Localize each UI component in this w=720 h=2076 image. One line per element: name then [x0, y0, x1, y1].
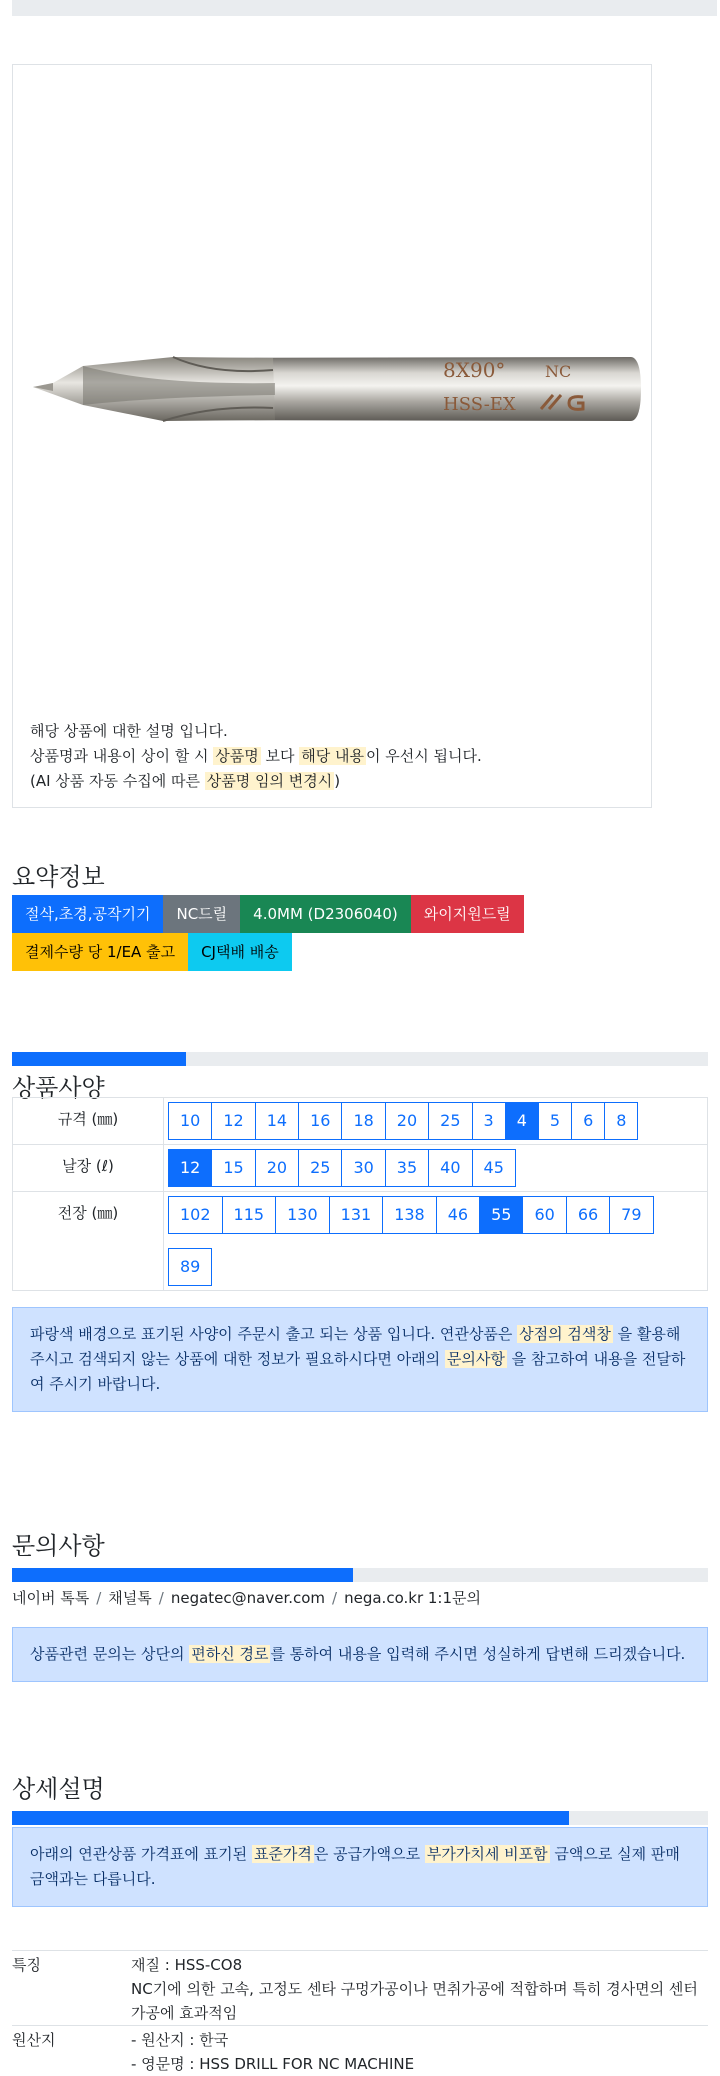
summary-badges — [12, 895, 572, 971]
option-size[interactable]: 16 — [298, 1102, 342, 1140]
option-size[interactable]: 8 — [604, 1102, 638, 1140]
spec-row-size — [13, 1098, 708, 1145]
highlight-inquiry: 문의사항 — [445, 1350, 507, 1368]
highlight-product-name: 상품명 — [213, 747, 260, 765]
badge-category[interactable]: 절삭,초경,공작기기 — [12, 895, 163, 933]
highlight-name-change: 상품명 임의 변경시 — [205, 772, 334, 790]
notice-text: 파랑색 배경으로 표기된 사양이 주문시 출고 되는 상품 입니다. 연관상품은 — [30, 1325, 517, 1343]
separator: / — [332, 1589, 337, 1607]
product-image-card — [12, 64, 652, 808]
inquiry-title: 문의사항 — [12, 1526, 105, 1561]
detail-notice — [12, 1827, 708, 1907]
notice-text: 를 통하여 내용을 입력해 주시면 성실하게 답변해 드리겠습니다. — [270, 1645, 685, 1663]
separator: / — [96, 1589, 101, 1607]
contact-website-inquiry[interactable]: nega.co.kr 1:1문의 — [344, 1589, 481, 1607]
notice-text: 을 활용해 주시고 검색되지 않는 상품에 대한 정보가 필요하시다면 아래의 — [30, 1325, 680, 1368]
option-size[interactable]: 14 — [255, 1102, 299, 1140]
badge-quantity: 결제수량 당 1/EA 출고 — [12, 933, 188, 971]
option-flute-length-selected[interactable]: 12 — [168, 1149, 212, 1187]
caption-text: ) — [334, 772, 340, 790]
caption-line-3 — [30, 769, 640, 794]
option-size[interactable]: 12 — [211, 1102, 255, 1140]
caption-text: 상품명과 내용이 상이 할 시 — [30, 747, 213, 765]
spec-row-flute-length — [13, 1145, 708, 1192]
spec-notice — [12, 1307, 708, 1412]
spec-options-cell — [164, 1192, 708, 1291]
highlight-standard-price: 표준가격 — [252, 1845, 314, 1863]
spec-progress-fill — [12, 1052, 186, 1066]
feature-row-characteristics — [12, 1951, 708, 2026]
feature-label: 특징 — [12, 1951, 131, 2026]
engraving-type: NC — [545, 362, 571, 381]
feature-body — [131, 1951, 708, 2026]
caption-text: 이 우선시 됩니다. — [366, 747, 482, 765]
badge-subcategory[interactable]: NC드릴 — [163, 895, 240, 933]
spec-options-cell — [164, 1098, 708, 1145]
detail-progress — [12, 1811, 708, 1825]
detail-progress-fill — [12, 1811, 569, 1825]
feature-line: 재질 : HSS-CO8 — [131, 1953, 708, 1977]
option-total-length[interactable]: 60 — [522, 1196, 566, 1234]
badge-brand[interactable]: 와이지원드릴 — [411, 895, 524, 933]
total-length-options — [168, 1196, 707, 1234]
option-total-length[interactable]: 138 — [382, 1196, 437, 1234]
spec-title: 상품사양 — [12, 1068, 105, 1103]
option-size-selected[interactable]: 4 — [505, 1102, 539, 1140]
highlight-search-box: 상점의 검색창 — [517, 1325, 613, 1343]
option-total-length[interactable]: 115 — [222, 1196, 277, 1234]
option-total-length[interactable]: 46 — [436, 1196, 480, 1234]
feature-line: - 영문명 : HSS DRILL FOR NC MACHINE — [131, 2052, 708, 2076]
spec-row-total-length — [13, 1192, 708, 1291]
option-flute-length[interactable]: 40 — [428, 1149, 472, 1187]
separator: / — [159, 1589, 164, 1607]
spec-label: 날장 (ℓ) — [13, 1145, 164, 1192]
contact-naver-talk[interactable]: 네이버 톡톡 — [12, 1589, 89, 1607]
summary-title: 요약정보 — [12, 857, 105, 892]
feature-line: - 원산지 : 한국 — [131, 2028, 708, 2052]
contact-email[interactable]: negatec@naver.com — [171, 1589, 325, 1607]
spec-options-cell — [164, 1145, 708, 1192]
highlight-route: 편하신 경로 — [189, 1645, 270, 1663]
feature-line: NC기에 의한 고속, 고정도 센타 구멍가공이나 면취가공에 적합하며 특히 경사면의 센터가공에 효과적임 — [131, 1977, 708, 2025]
notice-text: 을 참고하여 내용을 전달하여 주시기 바랍니다. — [30, 1350, 685, 1393]
option-flute-length[interactable]: 25 — [298, 1149, 342, 1187]
option-flute-length[interactable]: 45 — [472, 1149, 516, 1187]
highlight-vat-excluded: 부가가치세 비포함 — [425, 1845, 550, 1863]
option-total-length[interactable]: 131 — [329, 1196, 384, 1234]
option-total-length[interactable]: 89 — [168, 1248, 212, 1286]
total-length-options-wrap — [168, 1248, 707, 1286]
size-options — [168, 1102, 707, 1140]
inquiry-progress — [12, 1568, 708, 1582]
contact-breadcrumb — [12, 1587, 481, 1608]
option-total-length[interactable]: 102 — [168, 1196, 223, 1234]
feature-row-origin — [12, 2026, 708, 2076]
image-caption — [30, 719, 640, 794]
notice-text: 상품관련 문의는 상단의 — [30, 1645, 189, 1663]
notice-text: 아래의 연관상품 가격표에 표기된 — [30, 1845, 252, 1863]
notice-text: 은 공급가액으로 — [314, 1845, 425, 1863]
spec-progress — [12, 1052, 708, 1066]
spec-label: 전장 (㎜) — [13, 1192, 164, 1291]
option-size[interactable]: 10 — [168, 1102, 212, 1140]
option-total-length[interactable]: 79 — [609, 1196, 653, 1234]
caption-text: (AI 상품 자동 수집에 따른 — [30, 772, 205, 790]
engraving-size: 8X90° — [443, 358, 505, 382]
option-total-length[interactable]: 66 — [566, 1196, 610, 1234]
option-flute-length[interactable]: 15 — [211, 1149, 255, 1187]
option-size[interactable]: 20 — [385, 1102, 429, 1140]
spec-table — [12, 1097, 708, 1291]
inquiry-notice — [12, 1627, 708, 1682]
product-image — [13, 65, 653, 809]
option-size[interactable]: 18 — [341, 1102, 385, 1140]
option-flute-length[interactable]: 30 — [341, 1149, 385, 1187]
option-size[interactable]: 5 — [538, 1102, 572, 1140]
notice-text: 금액으로 실제 판매금액과는 다릅니다. — [30, 1845, 680, 1888]
option-size[interactable]: 3 — [472, 1102, 506, 1140]
option-total-length[interactable]: 130 — [275, 1196, 330, 1234]
spec-label: 규격 (㎜) — [13, 1098, 164, 1145]
top-bar — [12, 0, 717, 16]
feature-label: 원산지 — [12, 2026, 131, 2076]
badge-model[interactable]: 4.0MM (D2306040) — [240, 895, 411, 933]
contact-channel-talk[interactable]: 채널톡 — [108, 1589, 151, 1607]
caption-line-2 — [30, 744, 640, 769]
detail-title: 상세설명 — [12, 1769, 105, 1804]
highlight-content: 해당 내용 — [299, 747, 366, 765]
option-size[interactable]: 25 — [428, 1102, 472, 1140]
option-flute-length[interactable]: 35 — [385, 1149, 429, 1187]
option-size[interactable]: 6 — [571, 1102, 605, 1140]
engraving-material: HSS-EX — [443, 394, 516, 415]
caption-line-1: 해당 상품에 대한 설명 입니다. — [30, 719, 640, 744]
option-total-length-selected[interactable]: 55 — [479, 1196, 523, 1234]
feature-table — [12, 1950, 708, 2076]
caption-text: 보다 — [261, 747, 300, 765]
feature-body — [131, 2026, 708, 2076]
flute-length-options — [168, 1149, 707, 1187]
badge-shipping: CJ택배 배송 — [188, 933, 292, 971]
inquiry-progress-fill — [12, 1568, 353, 1582]
option-flute-length[interactable]: 20 — [255, 1149, 299, 1187]
